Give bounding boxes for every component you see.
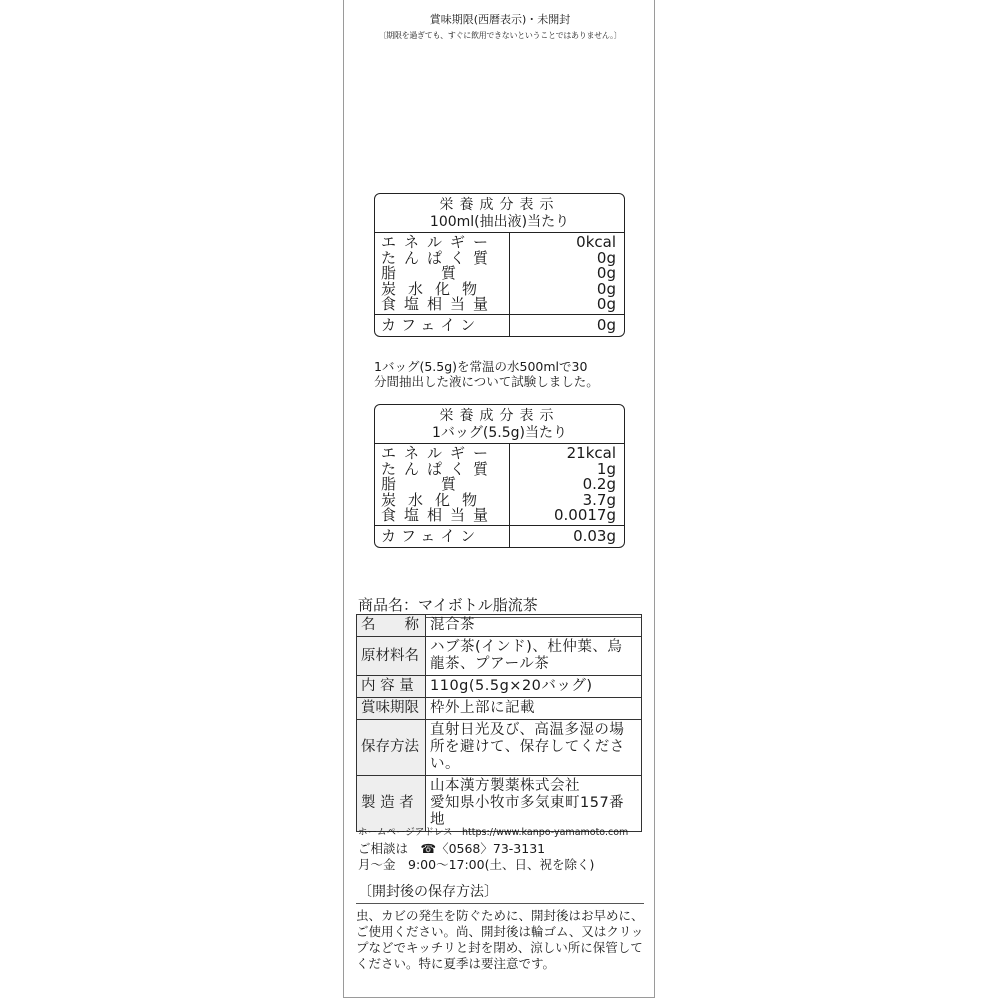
nutrient-label: たんぱく質 <box>381 459 497 478</box>
nutrient-label: 脂 質 <box>381 264 457 282</box>
nutrition-subtitle: 100ml(抽出液)当たり <box>429 214 570 230</box>
nutrient-value: 0.2g <box>582 475 616 493</box>
table-row <box>357 615 642 637</box>
after-open-text: 虫、カビの発生を防ぐために、開封後はお早めに、ご使用ください。尚、開封後は輪ゴム、又はクリップなどでキッチリと封を閉め、涼しい所に保管してください。特に夏季は要注意です。 <box>356 903 644 972</box>
best-before-note: 〔期限を過ぎても、すぐに飲用できないということではありません。〕 <box>378 31 622 40</box>
nutrition-subtitle: 1バッグ(5.5g)当たり <box>432 425 567 441</box>
info-value: 混合茶 <box>426 615 642 637</box>
test-note <box>374 359 634 389</box>
nutrient-value: 0g <box>596 295 616 313</box>
table-row <box>357 698 642 720</box>
nutrition-table-per-bag <box>374 404 625 548</box>
caffeine-value: 0g <box>596 315 616 334</box>
consult-phone: ご相談は ☎〈0568〉73-3131 <box>358 841 546 856</box>
product-info-table <box>356 614 642 832</box>
info-value: 山本漢方製薬株式会社 愛知県小牧市多気東町157番地 <box>426 776 642 832</box>
nutrient-label: 炭水化物 <box>381 279 490 298</box>
best-before-heading: 賞味期限(西暦表示)・未開封 <box>429 13 571 26</box>
table-row <box>357 720 642 776</box>
table-row <box>357 637 642 676</box>
label-panel <box>343 0 655 998</box>
nutrition-title: 栄養成分表示 <box>439 408 560 424</box>
nutrition-header <box>375 194 624 233</box>
nutrient-label: 脂 質 <box>381 475 457 493</box>
nutrient-value: 0.0017g <box>553 506 616 524</box>
info-value: 直射日光及び、高温多湿の場所を避けて、保存してください。 <box>426 720 642 776</box>
nutrient-value: 3.7g <box>582 490 616 509</box>
product-name: 商品名：マイボトル脂流茶 <box>358 594 642 618</box>
nutrient-label: エネルギー <box>381 444 497 462</box>
nutrient-label: たんぱく質 <box>381 248 497 267</box>
nutrient-value: 21kcal <box>566 444 616 462</box>
info-value: ハブ茶(インド)、杜仲葉、烏龍茶、プアール茶 <box>426 637 642 676</box>
info-value: 110g(5.5g×20バッグ) <box>426 676 642 698</box>
after-open-title: 〔開封後の保存方法〕 <box>358 884 498 900</box>
table-row <box>357 676 642 698</box>
test-note-line: 1バッグ(5.5g)を常温の水500mlで30 <box>374 359 588 374</box>
info-key: 賞味期限 <box>357 698 426 720</box>
info-key: 内 容 量 <box>357 676 426 698</box>
info-key: 製 造 者 <box>357 776 426 832</box>
nutrient-label: 食塩相当量 <box>381 506 497 524</box>
nutrition-header <box>375 405 624 444</box>
test-note-line: 分間抽出した液について試験しました。 <box>374 374 599 389</box>
caffeine-row <box>375 526 624 547</box>
nutrition-title: 栄養成分表示 <box>439 197 560 213</box>
homepage-address: ホームページアドレス https://www.kanpo-yamamoto.com <box>358 827 629 838</box>
nutrient-label: 食塩相当量 <box>381 295 497 313</box>
caffeine-row <box>375 315 624 336</box>
nutrient-value: 0g <box>596 264 616 282</box>
caffeine-label: カフェイン <box>375 526 510 547</box>
nutrient-value: 0g <box>596 248 616 267</box>
nutrient-value: 1g <box>596 459 616 478</box>
caffeine-label: カフェイン <box>375 315 510 336</box>
info-key: 名 称 <box>357 615 426 637</box>
caffeine-value: 0.03g <box>573 526 616 545</box>
nutrient-value: 0g <box>596 279 616 298</box>
nutrition-table-per-100ml <box>374 193 625 337</box>
info-key: 保存方法 <box>357 720 426 776</box>
consult-hours: 月～金 9:00～17:00(土、日、祝を除く) <box>358 857 595 872</box>
nutrient-label: 炭水化物 <box>381 490 490 509</box>
nutrient-label: エネルギー <box>381 233 497 251</box>
info-key: 原材料名 <box>357 637 426 676</box>
consultation-info <box>358 841 594 873</box>
nutrient-value: 0kcal <box>576 233 616 251</box>
info-value: 枠外上部に記載 <box>426 698 642 720</box>
